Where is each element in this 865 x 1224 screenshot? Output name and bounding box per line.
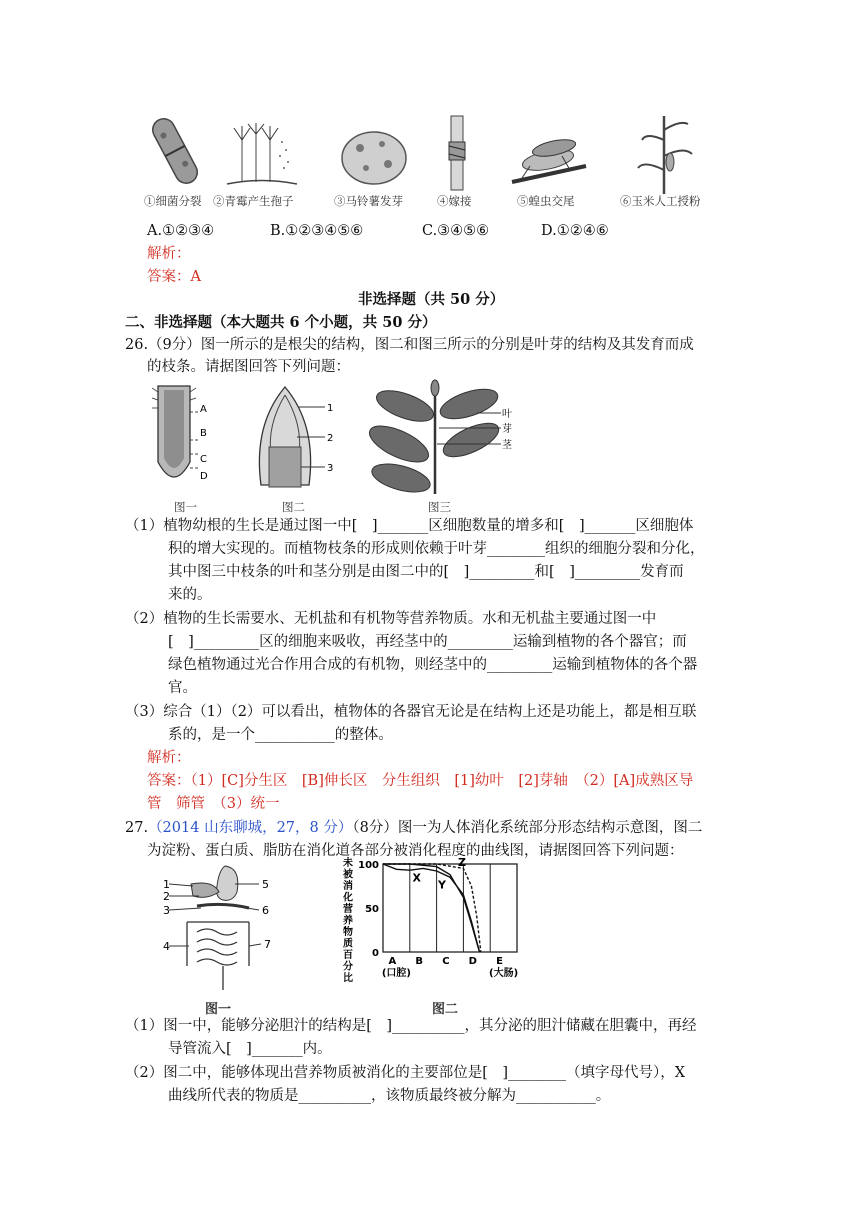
- branch-label-stem: 茎: [502, 440, 512, 451]
- locust-mating-image: [510, 126, 588, 188]
- q25-caption-4: ④嫁接: [437, 194, 472, 208]
- digestive-label-5: 5: [262, 878, 269, 891]
- q25-caption-3: ③马铃薯发芽: [334, 194, 403, 208]
- root-tip-figure: [150, 382, 218, 492]
- q26-part2-line-1: （2）植物的生长需要水、无机盐和有机物等营养物质。水和无机盐主要通过图一中: [125, 611, 657, 627]
- y-tick-label: 0: [372, 948, 379, 959]
- q25-option-a: A.①②③④: [147, 223, 215, 239]
- q27-intro-text: （8分）图一为人体消化系统部分形态结构示意图，图二: [352, 820, 703, 836]
- bud-label-2: 2: [327, 433, 334, 444]
- q26-part3-line-2: 系的，是一个___________的整体。: [168, 727, 393, 743]
- y-axis-label-char: 被: [343, 869, 353, 881]
- digestive-label-6: 6: [262, 904, 269, 917]
- y-tick-label: 50: [365, 904, 379, 915]
- x-category-note: (口腔): [381, 968, 411, 979]
- leaf-bud-figure: [245, 385, 345, 495]
- q26-part1-line-1: （1）植物幼根的生长是通过图一中[ ]_______区细胞数量的增多和[ ]_______区细胞体: [125, 518, 694, 534]
- q25-caption-5: ⑤蝗虫交尾: [517, 194, 575, 208]
- q27-part2-line-1: （2）图二中，能够体现出营养物质被消化的主要部位是[ ]________（填字母代号），X: [125, 1065, 686, 1081]
- q26-analysis-label: 解析：: [147, 750, 191, 766]
- digestive-system-figure: [163, 862, 278, 994]
- branch-label-leaf: 叶: [502, 409, 512, 420]
- q26-fig1-caption: 图一: [174, 500, 197, 514]
- q27-part1-line-1: （1）图一中，能够分泌胆汁的结构是[ ]__________，其分泌的胆汁储藏在胆囊中，再经: [125, 1018, 697, 1034]
- potato-sprouting-image: [338, 128, 410, 188]
- q27-intro-line-1: [125, 818, 702, 838]
- q25-option-b: B.①②③④⑤⑥: [270, 223, 364, 239]
- x-category-note: (大肠): [489, 968, 519, 979]
- bacterium-division-image: [150, 112, 200, 190]
- y-axis-label-char: 化: [343, 892, 353, 904]
- q26-answer-line-1: 答案：（1）[C]分生区 [B]伸长区 分生组织 [1]幼叶 [2]芽轴 （2）[A]成熟区导: [147, 773, 694, 789]
- digestion-curve-chart: [335, 856, 535, 996]
- series-label-x: X: [412, 871, 421, 885]
- x-tick-label: B: [415, 956, 423, 967]
- q25-option-d: D.①②④⑥: [541, 223, 609, 239]
- digestive-label-3: 3: [163, 904, 170, 917]
- section-heading: 二、非选择题（本大题共 6 个小题，共 50 分）: [125, 314, 437, 331]
- q26-part2-line-4: 官。: [168, 680, 197, 696]
- q26-fig2-caption: 图二: [282, 500, 305, 514]
- q27-source: （2014 山东聊城，27，8 分）: [148, 820, 353, 836]
- series-line-x: [383, 864, 480, 952]
- q26-intro-line-1: 26.（9分）图一所示的是根尖的结构，图二和图三所示的分别是叶芽的结构及其发育而成: [125, 337, 694, 353]
- q26-part2-line-3: 绿色植物通过光合作用合成的有机物，则经茎中的_________运输到植物体的各个器: [168, 657, 698, 673]
- digestive-label-1: 1: [163, 878, 170, 891]
- q25-caption-1: ①细菌分裂: [144, 194, 202, 208]
- x-tick-label: E: [496, 956, 504, 967]
- q26-part1-line-3: 其中图三中枝条的叶和茎分别是由图二中的[ ]_________和[ ]_________发育而: [168, 564, 684, 580]
- y-axis-label-char: 营: [343, 904, 353, 915]
- q26-part2-line-2: [ ]_________区的细胞来吸收，再经茎中的_________运输到植物的各个器官；而: [168, 634, 687, 650]
- bud-label-3: 3: [327, 463, 334, 474]
- digestive-label-7: 7: [264, 938, 271, 951]
- branch-label-bud: 芽: [502, 424, 512, 435]
- y-axis-label-char: 物: [343, 927, 353, 938]
- root-label-d: D: [200, 471, 208, 482]
- series-label-y: Y: [437, 878, 446, 892]
- section-center-title: 非选择题（共 50 分）: [358, 291, 505, 308]
- x-tick-label: C: [442, 956, 450, 967]
- y-axis-label-char: 百: [343, 950, 353, 961]
- digestive-label-4: 4: [163, 940, 170, 953]
- y-tick-label: 100: [358, 860, 379, 871]
- root-label-a: A: [200, 404, 207, 415]
- penicillium-spores-image: [222, 122, 302, 190]
- q27-fig2-caption: 图二: [432, 1002, 459, 1017]
- q26-part1-line-4: 来的。: [168, 587, 212, 603]
- q26-answer-line-2: 管 筛管 （3）统一: [147, 796, 280, 812]
- q26-part1-line-2: 积的增大实现的。而植物枝条的形成则依赖于叶芽________组织的细胞分裂和分化，: [168, 541, 705, 557]
- corn-pollination-image: [636, 110, 696, 194]
- y-axis-label-char: 质: [343, 938, 353, 950]
- digestive-label-2: 2: [163, 890, 170, 903]
- q25-analysis-label: 解析：: [147, 246, 191, 262]
- q26-part3-line-1: （3）综合（1）（2）可以看出，植物体的各器官无论是在结构上还是功能上，都是相互联: [125, 704, 697, 720]
- q27-intro-line-2: 为淀粉、蛋白质、脂肪在消化道各部分被消化程度的曲线图，请据图回答下列问题：: [147, 843, 684, 859]
- x-tick-label: A: [388, 956, 397, 967]
- q25-option-c: C.③④⑤⑥: [422, 223, 490, 239]
- root-label-b: B: [200, 428, 207, 439]
- branch-figure: [365, 378, 515, 496]
- bud-label-1: 1: [327, 403, 334, 414]
- y-axis-label-char: 消: [343, 881, 353, 892]
- q27-fig1-caption: 图一: [205, 1002, 232, 1017]
- y-axis-label-char: 分: [343, 961, 353, 973]
- root-label-c: C: [200, 454, 207, 465]
- q27-part2-line-2: 曲线所代表的物质是__________，该物质最终被分解为___________。: [168, 1088, 611, 1104]
- q26-intro-line-2: 的枝条。请据图回答下列问题：: [147, 359, 350, 375]
- y-axis-label-char: 养: [343, 915, 353, 927]
- q25-caption-2: ②青霉产生孢子: [213, 194, 294, 208]
- y-axis-label-char: 未: [343, 858, 353, 869]
- q27-part1-line-2: 导管流入[ ]_______内。: [168, 1041, 332, 1057]
- series-line-y: [383, 864, 480, 952]
- x-tick-label: D: [468, 956, 477, 967]
- q25-caption-6: ⑥玉米人工授粉: [620, 194, 701, 208]
- q27-number: 27.: [125, 820, 149, 836]
- grafting-image: [445, 114, 469, 192]
- q26-fig3-caption: 图三: [428, 500, 451, 514]
- y-axis-label-char: 比: [343, 973, 353, 984]
- series-label-z: Z: [458, 856, 467, 869]
- q25-answer: 答案：A: [147, 269, 201, 285]
